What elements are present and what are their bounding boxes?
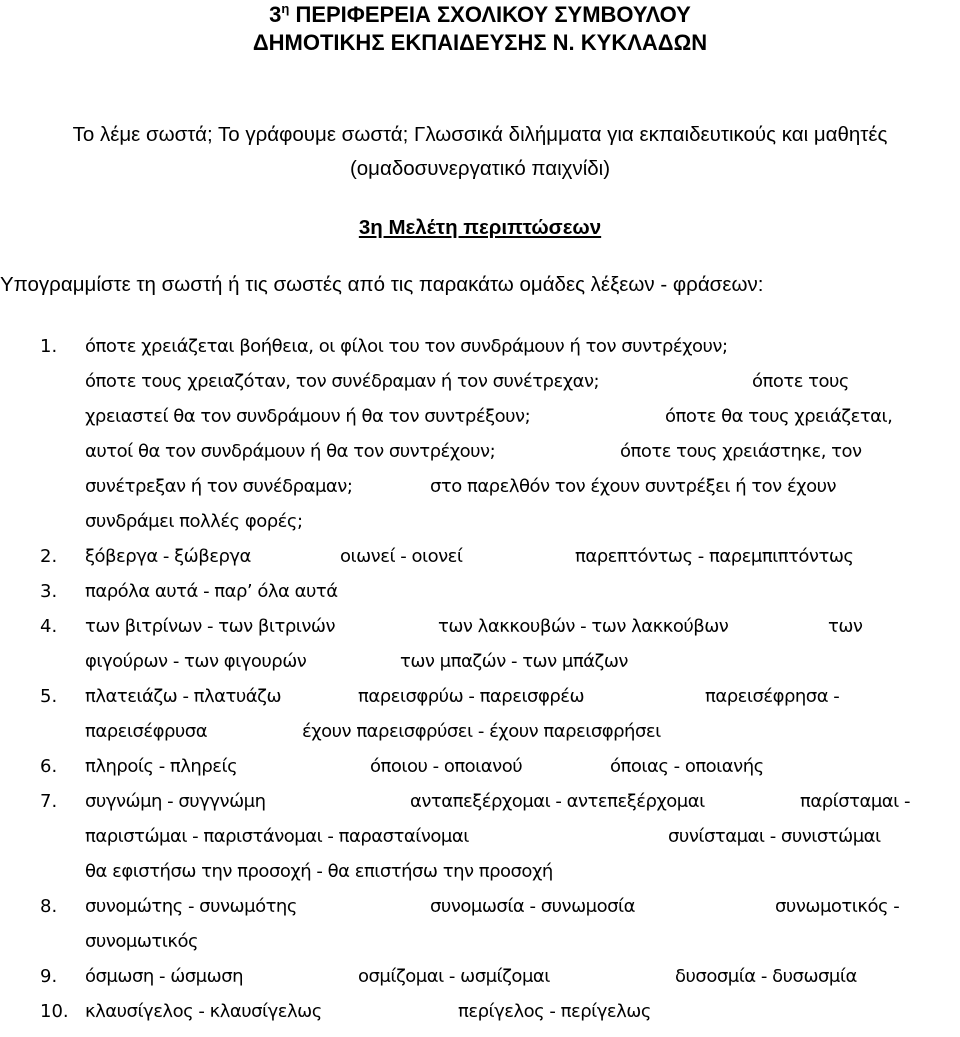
item-4-e: των μπαζών - των μπάζων <box>400 651 628 672</box>
item-3-a: παρόλα αυτά - παρ’ όλα αυτά <box>85 581 338 602</box>
item-number-7: 7. <box>40 791 58 812</box>
item-8-d: συνομωτικός <box>85 931 199 952</box>
item-4-b: των λακκουβών - των λακκούβων <box>438 616 729 637</box>
item-7-a: συγνώμη - συγγνώμη <box>85 791 266 812</box>
item-1-line-4b: όποτε τους χρειάστηκε, τον <box>620 441 862 462</box>
item-1-line-3b: όποτε θα τους χρειάζεται, <box>665 406 893 427</box>
item-5-e: έχουν παρεισφρύσει - έχουν παρεισφρήσει <box>302 721 661 742</box>
item-6-a: πληροίς - πληρείς <box>85 756 238 777</box>
item-5-d: παρεισέφρυσα <box>85 721 208 742</box>
item-number-9: 9. <box>40 966 58 987</box>
item-1-line-1: όποτε χρειάζεται βοήθεια, οι φίλοι του τον συνδράμουν ή τον συντρέχουν; <box>85 336 728 357</box>
item-number-6: 6. <box>40 756 58 777</box>
subtitle-line-2: (ομαδοσυνεργατικό παιχνίδι) <box>349 157 611 180</box>
item-9-b: οσμίζομαι - ωσμίζομαι <box>358 966 550 987</box>
item-1-line-6: συνδράμει πολλές φορές; <box>85 511 303 532</box>
superscript-eta: η <box>281 1 290 16</box>
item-1-line-2b: όποτε τους <box>752 371 849 392</box>
item-7-d: παριστώμαι - παριστάνομαι - παρασταίνομαι <box>85 826 469 847</box>
item-7-c: παρίσταμαι - <box>800 791 910 812</box>
header-line-1: $3^\eta$ ΠΕΡΙΦΕΡΕΙΑ ΣΧΟΛΙΚΟΥ ΣΥΜΒΟΥΛΟΥ <box>269 1 691 27</box>
item-number-3: 3. <box>40 581 58 602</box>
item-1-line-5b: στο παρελθόν τον έχουν συντρέξει ή τον έχουν <box>430 476 837 497</box>
item-4-d: φιγούρων - των φιγουρών <box>85 651 307 672</box>
item-7-e: συνίσταμαι - συνιστώμαι <box>668 826 881 847</box>
item-1-line-2a: όποτε τους χρειαζόταν, τον συνέδραμαν ή τον συνέτρεχαν; <box>85 371 600 392</box>
item-1-line-4a: αυτοί θα τον συνδράμουν ή θα τον συντρέχουν; <box>85 441 496 462</box>
item-2-c: παρεπτόντως - παρεμπιπτόντως <box>575 546 854 567</box>
instruction-text: Υπογραμμίστε τη σωστή ή τις σωστές από τις παρακάτω ομάδες λέξεων - φράσεων: <box>0 273 764 296</box>
header-line-2: ΔΗΜΟΤΙΚΗΣ ΕΚΠΑΙΔΕΥΣΗΣ Ν. ΚΥΚΛΑΔΩΝ <box>252 30 708 55</box>
item-number-1: 1. <box>40 336 58 357</box>
item-number-8: 8. <box>40 896 58 917</box>
item-10-a: κλαυσίγελος - κλαυσίγελως <box>85 1001 322 1022</box>
item-6-b: όποιου - οποιανού <box>370 756 523 777</box>
item-1-line-5a: συνέτρεξαν ή τον συνέδραμαν; <box>85 476 353 497</box>
item-5-a: πλατειάζω - πλατυάζω <box>85 686 282 707</box>
item-1-line-3a: χρειαστεί θα τον συνδράμουν ή θα τον συντρέξουν; <box>85 406 531 427</box>
item-9-c: δυσοσμία - δυσωσμία <box>675 966 857 987</box>
item-8-b: συνομωσία - συνωμοσία <box>430 896 635 917</box>
item-4-a: των βιτρίνων - των βιτρινών <box>85 616 336 637</box>
item-5-b: παρεισφρύω - παρεισφρέω <box>358 686 585 707</box>
item-9-a: όσμωση - ώσμωση <box>85 966 244 987</box>
subtitle-line-1: Το λέμε σωστά; Το γράφουμε σωστά; Γλωσσικά διλήμματα για εκπαιδευτικούς και μαθητές <box>72 123 888 146</box>
item-7-b: ανταπεξέρχομαι - αντεπεξέρχομαι <box>410 791 705 812</box>
item-2-a: ξόβεργα - ξώβεργα <box>85 546 251 567</box>
item-6-c: όποιας - οποιανής <box>610 756 764 777</box>
item-7-f: θα εφιστήσω την προσοχή - θα επιστήσω την προσοχή <box>85 861 553 882</box>
item-5-c: παρεισέφρησα - <box>705 686 840 707</box>
item-8-a: συνομώτης - συνωμότης <box>85 896 297 917</box>
item-number-5: 5. <box>40 686 58 707</box>
item-2-b: οιωνεί - οιονεί <box>340 546 463 567</box>
item-number-2: 2. <box>40 546 58 567</box>
item-number-4: 4. <box>40 616 58 637</box>
item-number-10: 10. <box>40 1001 69 1022</box>
item-10-b: περίγελος - περίγελως <box>458 1001 651 1022</box>
item-8-c: συνωμοτικός - <box>775 896 900 917</box>
item-4-c: των <box>828 616 863 637</box>
section-title: 3η Μελέτη περιπτώσεων <box>358 216 602 239</box>
